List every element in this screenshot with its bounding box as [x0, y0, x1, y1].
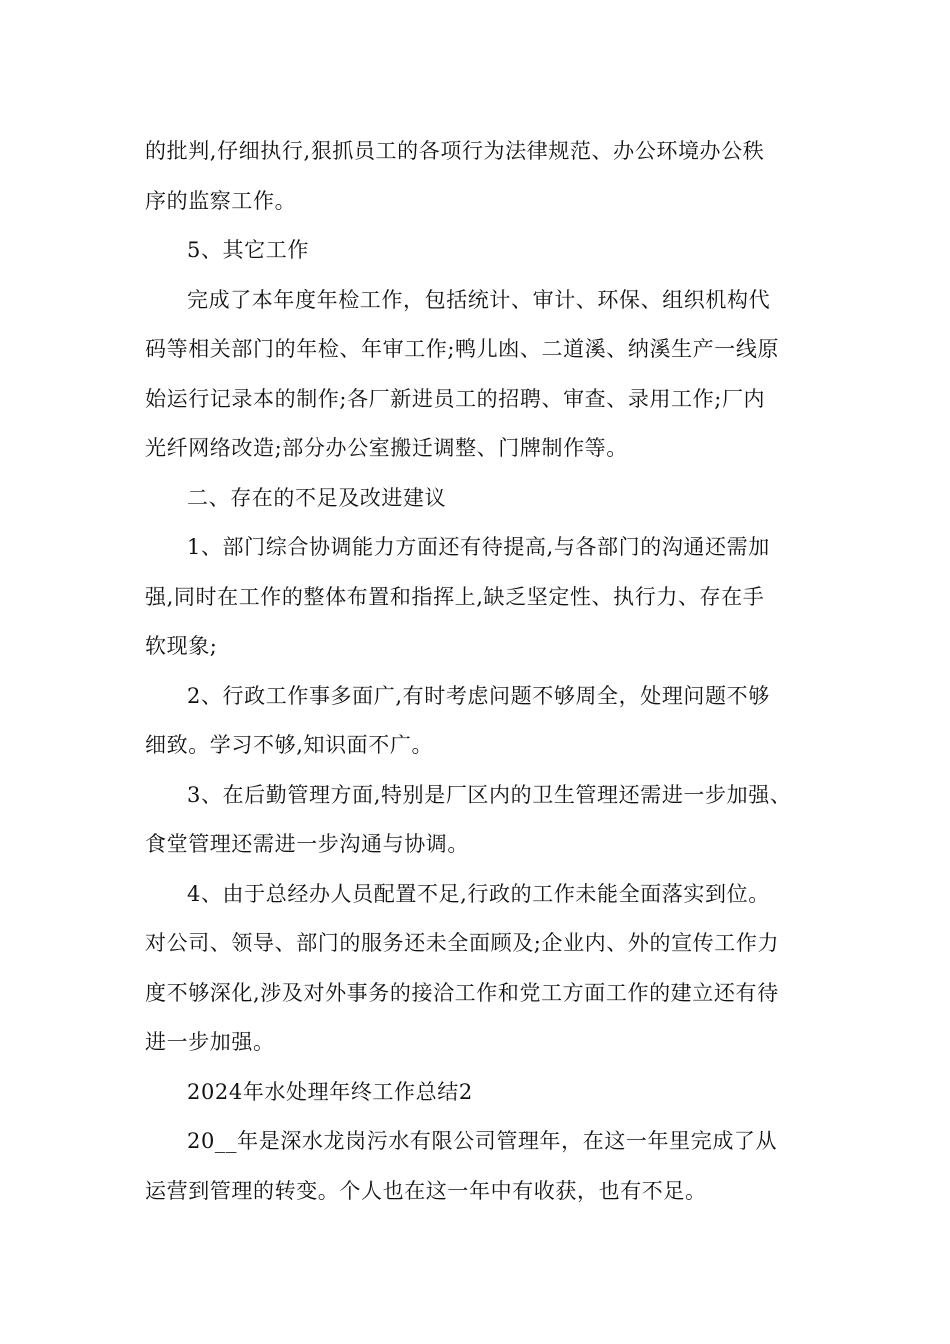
- text-line: 光纤网络改造;部分办公室搬迁调整、门牌制作等。: [145, 436, 628, 460]
- text-line: 度不够深化,涉及对外事务的接洽工作和党工方面工作的建立还有待: [145, 980, 779, 1005]
- text-line: 对公司、领导、部门的服务还未全面顾及;企业内、外的宣传工作力: [145, 931, 780, 955]
- text-line: 的批判,仔细执行,狠抓员工的各项行为法律规范、办公环境办公秩: [145, 139, 765, 163]
- text-line: 4、由于总经办人员配置不足,行政的工作未能全面落实到位。: [187, 881, 770, 906]
- text-line: 食堂管理还需进一步沟通与协调。: [145, 832, 469, 856]
- text-line: 1、部门综合协调能力方面还有待提高,与各部门的沟通还需加: [187, 535, 770, 559]
- text-line: 始运行记录本的制作;各厂新进员工的招聘、审查、录用工作;厂内: [145, 386, 766, 411]
- document-page: [145, 127, 825, 1216]
- text-line: 运营到管理的转变。个人也在这一年中有收获，也有不足。: [145, 1178, 707, 1203]
- section-heading: 二、存在的不足及改进建议: [187, 485, 447, 510]
- section-heading: 5、其它工作: [187, 238, 309, 262]
- text-line: 强,同时在工作的整体布置和指挥上,缺乏坚定性、执行力、存在手: [145, 584, 765, 609]
- text-line: 软现象;: [145, 634, 218, 658]
- text-line: 码等相关部门的年检、年审工作;鸭儿凼、二道溪、纳溪生产一线原: [145, 337, 780, 361]
- text-line: 2、行政工作事多面广,有时考虑问题不够周全，处理问题不够: [187, 683, 770, 708]
- section-heading: 2024年水处理年终工作总结2: [187, 1079, 473, 1104]
- text-line: 3、在后勤管理方面,特别是厂区内的卫生管理还需进一步加强、: [187, 782, 792, 807]
- text-line: 进一步加强。: [145, 1030, 275, 1054]
- text-line: 20__年是深水龙岗污水有限公司管理年，在这一年里完成了从: [187, 1129, 778, 1153]
- text-line: 细致。学习不够,知识面不广。: [145, 733, 434, 757]
- text-line: 完成了本年度年检工作，包括统计、审计、环保、组织机构代: [187, 287, 771, 312]
- text-line: 序的监察工作。: [145, 188, 297, 213]
